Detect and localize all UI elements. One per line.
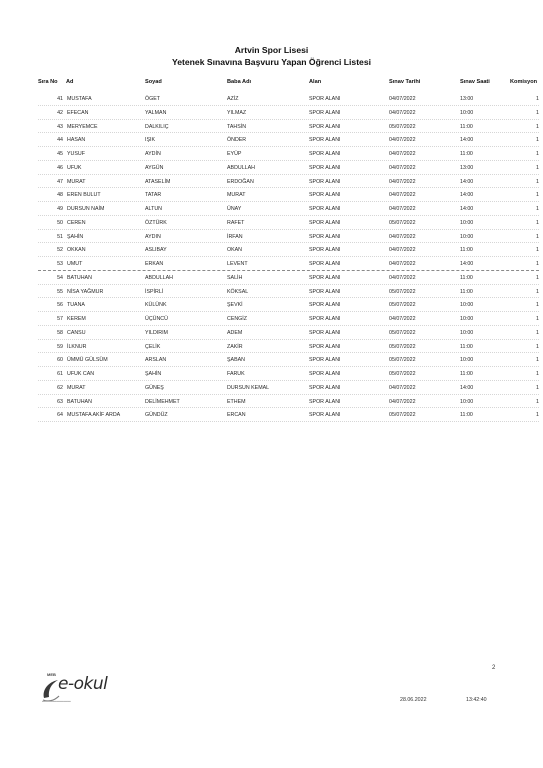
table-row: [0, 396, 543, 410]
cell-tarih: 05/07/2022: [389, 412, 416, 419]
col-baba-adi: Baba Adı: [227, 79, 252, 85]
cell-baba: AZİZ: [227, 96, 239, 102]
cell-sira: 64: [57, 412, 63, 419]
cell-baba: İRFAN: [227, 233, 243, 240]
cell-baba: TAHSİN: [227, 123, 247, 130]
table-row: [0, 354, 543, 368]
cell-soyad: DELİMEHMET: [145, 398, 180, 405]
cell-sira: 56: [57, 302, 63, 309]
cell-tarih: 05/07/2022: [389, 288, 416, 295]
cell-soyad: ÜÇÜNCÜ: [145, 316, 168, 322]
cell-tarih: 05/07/2022: [389, 123, 416, 130]
cell-ad: UFUK CAN: [67, 371, 95, 377]
cell-sira: 42: [57, 109, 63, 116]
cell-tarih: 05/07/2022: [389, 371, 416, 377]
cell-alan: SPOR ALANI: [309, 206, 341, 212]
cell-tarih: 04/07/2022: [389, 178, 416, 185]
cell-sira: 52: [57, 247, 63, 254]
cell-tarih: 04/07/2022: [389, 151, 416, 157]
logo-subline: ▬▬▬▬▬▬▬▬: [42, 699, 71, 703]
cell-komisyon: 1: [536, 123, 539, 130]
cell-saat: 14:00: [460, 192, 474, 199]
cell-baba: CENGİZ: [227, 316, 248, 322]
cell-alan: SPOR ALANI: [309, 274, 341, 281]
cell-komisyon: 1: [536, 302, 539, 309]
cell-sira: 51: [57, 233, 63, 240]
cell-alan: SPOR ALANI: [309, 316, 341, 322]
table-row: [0, 189, 543, 203]
cell-baba: MURAT: [227, 192, 246, 199]
cell-baba: ERDOĞAN: [227, 178, 254, 185]
page-number: 2: [492, 665, 496, 671]
table-row: [0, 409, 543, 423]
cell-saat: 14:00: [460, 206, 474, 212]
cell-saat: 11:00: [460, 412, 473, 419]
cell-sira: 58: [57, 329, 63, 336]
cell-tarih: 04/07/2022: [389, 206, 416, 212]
table-header: [0, 79, 543, 89]
cell-alan: SPOR ALANI: [309, 288, 341, 295]
cell-ad: CANSU: [67, 329, 86, 336]
cell-alan: SPOR ALANI: [309, 219, 341, 226]
school-title: Artvin Spor Lisesi: [234, 45, 309, 55]
cell-saat: 13:00: [460, 96, 474, 102]
cell-soyad: ERKAN: [145, 261, 164, 267]
cell-ad: İLKNUR: [67, 343, 87, 350]
cell-alan: SPOR ALANI: [309, 302, 341, 309]
cell-komisyon: 1: [536, 206, 539, 212]
cell-alan: SPOR ALANI: [309, 192, 341, 199]
cell-baba: ETHEM: [227, 398, 246, 405]
cell-komisyon: 1: [536, 219, 539, 226]
cell-komisyon: 1: [536, 151, 539, 157]
table-row: [0, 341, 543, 355]
table-row: [0, 244, 543, 258]
cell-saat: 11:00: [460, 371, 473, 377]
cell-saat: 10:00: [460, 398, 474, 405]
cell-tarih: 04/07/2022: [389, 96, 416, 102]
cell-sira: 53: [57, 261, 63, 267]
cell-soyad: GÜNEŞ: [145, 384, 164, 391]
cell-ad: EREN BULUT: [67, 192, 101, 199]
cell-sira: 54: [57, 274, 63, 281]
cell-alan: SPOR ALANI: [309, 123, 341, 130]
cell-baba: ABDULLAH: [227, 164, 255, 171]
cell-komisyon: 1: [536, 96, 539, 102]
cell-baba: RAFET: [227, 219, 245, 226]
cell-baba: ÖNDER: [227, 137, 247, 144]
cell-tarih: 04/07/2022: [389, 261, 416, 267]
cell-ad: MERYEMCE: [67, 123, 98, 130]
cell-ad: KEREM: [67, 316, 86, 322]
cell-sira: 59: [57, 343, 63, 350]
cell-tarih: 04/07/2022: [389, 384, 416, 391]
logo-meb-text: MEB: [47, 672, 56, 677]
table-row: [0, 258, 543, 272]
cell-tarih: 04/07/2022: [389, 274, 416, 281]
cell-komisyon: 1: [536, 247, 539, 254]
cell-komisyon: 1: [536, 329, 539, 336]
cell-ad: ÜMMÜ GÜLSÜM: [67, 357, 108, 364]
cell-ad: EFECAN: [67, 109, 89, 116]
cell-sira: 61: [57, 371, 63, 377]
cell-alan: SPOR ALANI: [309, 109, 341, 116]
cell-ad: MUSTAFA: [67, 96, 92, 102]
cell-saat: 11:00: [460, 274, 473, 281]
cell-komisyon: 1: [536, 233, 539, 240]
table-row: [0, 286, 543, 300]
cell-komisyon: 1: [536, 109, 539, 116]
cell-komisyon: 1: [536, 343, 539, 350]
cell-ad: UFUK: [67, 164, 82, 171]
cell-baba: ADEM: [227, 329, 243, 336]
cell-komisyon: 1: [536, 288, 539, 295]
cell-baba: LEVENT: [227, 261, 248, 267]
table-row: [0, 382, 543, 396]
cell-komisyon: 1: [536, 371, 539, 377]
cell-alan: SPOR ALANI: [309, 343, 341, 350]
cell-sira: 63: [57, 398, 63, 405]
cell-alan: SPOR ALANI: [309, 412, 341, 419]
cell-saat: 10:00: [460, 357, 474, 364]
cell-sira: 60: [57, 357, 63, 364]
cell-saat: 10:00: [460, 219, 474, 226]
cell-ad: CEREN: [67, 219, 86, 226]
cell-ad: MUSTAFA AKİF ARDA: [67, 412, 121, 419]
col-sinav-saati: Sınav Saati: [460, 79, 490, 85]
col-ad: Ad: [66, 79, 74, 85]
table-row: [0, 148, 543, 162]
cell-sira: 46: [57, 164, 63, 171]
cell-saat: 14:00: [460, 261, 474, 267]
table-row: [0, 299, 543, 313]
cell-soyad: ABDULLAH: [145, 274, 173, 281]
table-row: [0, 272, 543, 286]
cell-soyad: IŞIK: [145, 137, 156, 144]
cell-saat: 13:00: [460, 164, 474, 171]
cell-saat: 11:00: [460, 247, 473, 254]
cell-ad: OKKAN: [67, 247, 86, 254]
cell-saat: 11:00: [460, 151, 473, 157]
cell-sira: 43: [57, 123, 63, 130]
cell-ad: TUANA: [67, 302, 85, 309]
cell-saat: 11:00: [460, 123, 473, 130]
cell-alan: SPOR ALANI: [309, 151, 341, 157]
cell-saat: 11:00: [460, 343, 473, 350]
cell-tarih: 05/07/2022: [389, 343, 416, 350]
e-okul-logo: [40, 672, 130, 706]
cell-baba: FARUK: [227, 371, 245, 377]
cell-ad: BATUHAN: [67, 274, 92, 281]
cell-ad: NİSA YAĞMUR: [67, 288, 104, 295]
cell-komisyon: 1: [536, 192, 539, 199]
cell-saat: 10:00: [460, 233, 474, 240]
table-row: [0, 327, 543, 341]
table-row: [0, 176, 543, 190]
table-row: [0, 368, 543, 382]
cell-sira: 44: [57, 137, 63, 144]
cell-baba: ERCAN: [227, 412, 246, 419]
cell-alan: SPOR ALANI: [309, 247, 341, 254]
cell-alan: SPOR ALANI: [309, 357, 341, 364]
cell-komisyon: 1: [536, 178, 539, 185]
cell-soyad: KÜLÜNK: [145, 302, 167, 309]
cell-sira: 47: [57, 178, 63, 185]
cell-komisyon: 1: [536, 357, 539, 364]
cell-baba: YILMAZ: [227, 109, 247, 116]
cell-baba: ŞABAN: [227, 357, 245, 364]
cell-soyad: GÜNDÜZ: [145, 412, 168, 419]
cell-tarih: 04/07/2022: [389, 316, 416, 322]
cell-ad: UMUT: [67, 261, 83, 267]
cell-baba: OKAN: [227, 247, 243, 254]
cell-tarih: 05/07/2022: [389, 329, 416, 336]
cell-sira: 50: [57, 219, 63, 226]
cell-tarih: 04/07/2022: [389, 164, 416, 171]
cell-tarih: 04/07/2022: [389, 247, 416, 254]
col-komisyon: Komisyon: [510, 79, 538, 85]
table-row: [0, 313, 543, 327]
cell-saat: 11:00: [460, 288, 473, 295]
cell-tarih: 05/07/2022: [389, 357, 416, 364]
cell-soyad: ATASELİM: [145, 178, 171, 185]
cell-alan: SPOR ALANI: [309, 137, 341, 144]
print-date: 28.06.2022: [400, 697, 427, 703]
cell-sira: 55: [57, 288, 63, 295]
col-alan: Alan: [309, 79, 322, 85]
cell-saat: 10:00: [460, 329, 474, 336]
cell-sira: 49: [57, 206, 63, 212]
print-time: 13:42:40: [466, 697, 487, 703]
cell-soyad: TATAR: [145, 192, 162, 199]
cell-sira: 57: [57, 316, 63, 322]
cell-soyad: AYDIN: [145, 233, 161, 240]
cell-soyad: ALTUN: [145, 206, 162, 212]
cell-baba: ŞEVKİ: [227, 302, 243, 309]
table-row: [0, 203, 543, 217]
logo-text: e-okul: [58, 674, 108, 694]
cell-soyad: ÖZTÜRK: [145, 219, 167, 226]
col-sira-no: Sıra No: [38, 79, 58, 85]
table-row: [0, 93, 543, 107]
cell-komisyon: 1: [536, 164, 539, 171]
cell-sira: 48: [57, 192, 63, 199]
col-sinav-tarihi: Sınav Tarihi: [389, 79, 421, 85]
cell-alan: SPOR ALANI: [309, 329, 341, 336]
cell-ad: MURAT: [67, 384, 86, 391]
table-row: [0, 162, 543, 176]
cell-baba: SALİH: [227, 274, 243, 281]
cell-soyad: İSPİRLİ: [145, 288, 164, 295]
cell-alan: SPOR ALANI: [309, 96, 341, 102]
cell-alan: SPOR ALANI: [309, 164, 341, 171]
table-row: [0, 134, 543, 148]
table-row: [0, 107, 543, 121]
cell-komisyon: 1: [536, 412, 539, 419]
cell-alan: SPOR ALANI: [309, 398, 341, 405]
table-row: [0, 231, 543, 245]
cell-komisyon: 1: [536, 384, 539, 391]
cell-ad: MURAT: [67, 178, 86, 185]
table-row: [0, 217, 543, 231]
cell-baba: EYÜP: [227, 151, 242, 157]
cell-saat: 10:00: [460, 316, 474, 322]
cell-alan: SPOR ALANI: [309, 384, 341, 391]
cell-komisyon: 1: [536, 316, 539, 322]
cell-tarih: 05/07/2022: [389, 219, 416, 226]
cell-alan: SPOR ALANI: [309, 371, 341, 377]
cell-soyad: ŞAHİN: [145, 371, 162, 377]
cell-ad: DURSUN NAİM: [67, 206, 105, 212]
cell-ad: YUSUF: [67, 151, 85, 157]
cell-ad: BATUHAN: [67, 398, 92, 405]
cell-ad: HASAN: [67, 137, 86, 144]
cell-soyad: AYGÜN: [145, 164, 164, 171]
cell-saat: 14:00: [460, 137, 474, 144]
cell-baba: KÖKSAL: [227, 288, 249, 295]
cell-baba: DURSUN KEMAL: [227, 384, 270, 391]
cell-soyad: YALMAN: [145, 109, 167, 116]
cell-alan: SPOR ALANI: [309, 178, 341, 185]
cell-saat: 14:00: [460, 178, 474, 185]
cell-komisyon: 1: [536, 274, 539, 281]
cell-saat: 14:00: [460, 384, 474, 391]
cell-baba: ÜNAY: [227, 206, 242, 212]
cell-sira: 62: [57, 384, 63, 391]
cell-soyad: AYDİN: [145, 151, 161, 157]
student-table: [0, 93, 543, 423]
cell-saat: 10:00: [460, 302, 474, 309]
cell-alan: SPOR ALANI: [309, 261, 341, 267]
list-title: Yetenek Sınavına Başvuru Yapan Öğrenci Listesi: [171, 57, 371, 67]
cell-soyad: ÇELİK: [145, 343, 161, 350]
table-row: [0, 121, 543, 135]
cell-soyad: YILDIRIM: [145, 329, 168, 336]
cell-tarih: 04/07/2022: [389, 233, 416, 240]
cell-baba: ZAKİR: [227, 343, 243, 350]
cell-tarih: 04/07/2022: [389, 398, 416, 405]
cell-ad: ŞAHİN: [67, 233, 84, 240]
cell-saat: 10:00: [460, 109, 474, 116]
cell-soyad: ARSLAN: [145, 357, 167, 364]
cell-komisyon: 1: [536, 398, 539, 405]
cell-alan: SPOR ALANI: [309, 233, 341, 240]
cell-soyad: DALKILIÇ: [145, 123, 169, 130]
cell-sira: 45: [57, 151, 63, 157]
col-soyad: Soyad: [145, 79, 162, 85]
cell-tarih: 04/07/2022: [389, 192, 416, 199]
cell-sira: 41: [57, 96, 63, 102]
cell-tarih: 05/07/2022: [389, 302, 416, 309]
cell-soyad: ASLIBAY: [145, 247, 167, 254]
cell-tarih: 04/07/2022: [389, 109, 416, 116]
cell-tarih: 04/07/2022: [389, 137, 416, 144]
cell-komisyon: 1: [536, 261, 539, 267]
cell-soyad: ÖGET: [145, 96, 161, 102]
cell-komisyon: 1: [536, 137, 539, 144]
